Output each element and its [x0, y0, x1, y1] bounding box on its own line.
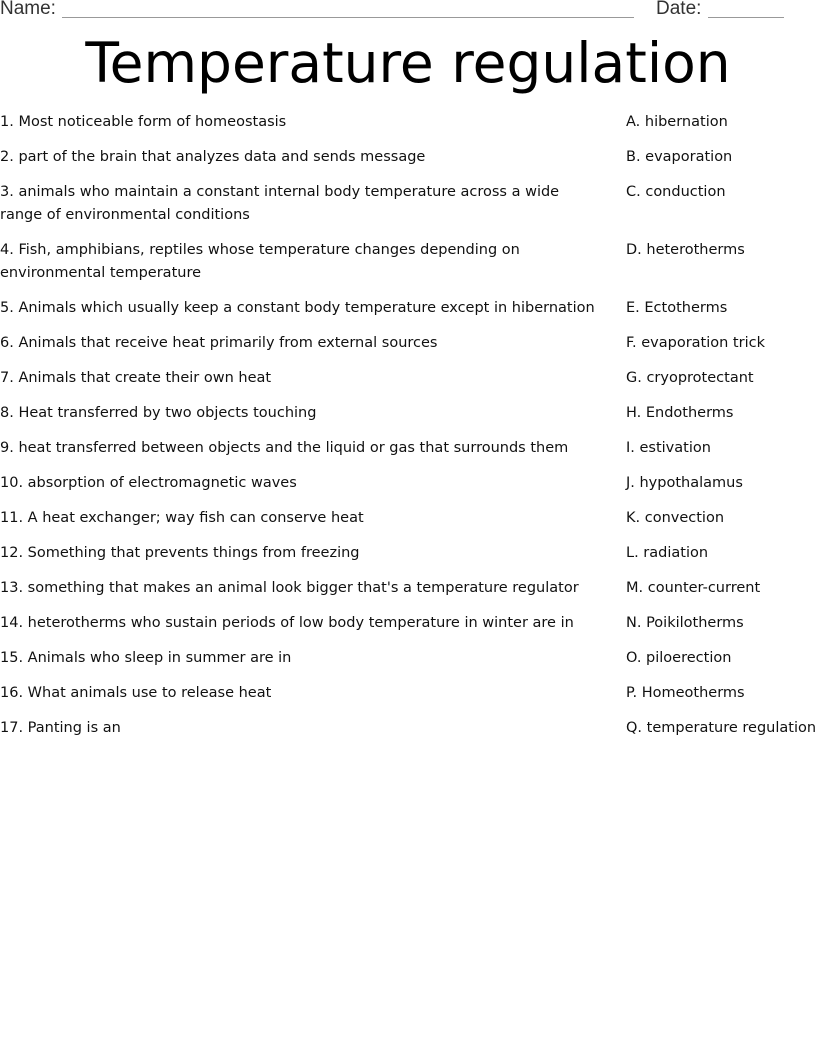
- worksheet-header: [0, 0, 816, 24]
- list-item: [0, 367, 816, 390]
- name-label: Name:: [0, 0, 56, 19]
- answer-option: P. Homeotherms: [626, 685, 745, 701]
- clue-text: 3. animals who maintain a constant internal body temperature across a wide range of environmental conditions: [0, 184, 560, 223]
- answer-option: E. Ectotherms: [626, 300, 728, 316]
- name-blank-line[interactable]: [62, 17, 634, 18]
- list-item: [0, 402, 816, 425]
- list-item: [0, 612, 816, 635]
- clue-text: 4. Fish, amphibians, reptiles whose temperature changes depending on environmental temperature: [0, 242, 520, 281]
- list-item: [0, 332, 816, 355]
- list-item: [0, 682, 816, 705]
- clue-text: 8. Heat transferred by two objects touching: [0, 405, 317, 421]
- date-label: Date:: [656, 0, 702, 19]
- answer-option: C. conduction: [626, 184, 726, 200]
- list-item: [0, 239, 816, 285]
- answer-option: L. radiation: [626, 545, 709, 561]
- answer-option: K. convection: [626, 510, 725, 526]
- clue-text: 7. Animals that create their own heat: [0, 370, 272, 386]
- clue-text: 13. something that makes an animal look bigger that's a temperature regulator: [0, 580, 579, 596]
- answer-option: H. Endotherms: [626, 405, 734, 421]
- clue-text: 16. What animals use to release heat: [0, 685, 272, 701]
- answer-option: N. Poikilotherms: [626, 615, 744, 631]
- answer-option: A. hibernation: [626, 114, 728, 130]
- date-blank-line[interactable]: [708, 17, 784, 18]
- matching-list: [0, 111, 816, 752]
- clue-text: 1. Most noticeable form of homeostasis: [0, 114, 287, 130]
- clue-text: 9. heat transferred between objects and the liquid or gas that surrounds them: [0, 440, 569, 456]
- answer-option: Q. temperature regulation: [626, 720, 816, 736]
- list-item: [0, 181, 816, 227]
- answer-option: D. heterotherms: [626, 242, 745, 258]
- list-item: [0, 472, 816, 495]
- page-title: Temperature regulation: [85, 31, 731, 95]
- answer-option: J. hypothalamus: [626, 475, 743, 491]
- clue-text: 17. Panting is an: [0, 720, 121, 736]
- clue-text: 15. Animals who sleep in summer are in: [0, 650, 292, 666]
- answer-option: O. piloerection: [626, 650, 732, 666]
- answer-option: M. counter-current: [626, 580, 761, 596]
- list-item: [0, 542, 816, 565]
- list-item: [0, 146, 816, 169]
- clue-text: 2. part of the brain that analyzes data and sends message: [0, 149, 426, 165]
- list-item: [0, 507, 816, 530]
- answer-option: G. cryoprotectant: [626, 370, 754, 386]
- clue-text: 6. Animals that receive heat primarily from external sources: [0, 335, 438, 351]
- clue-text: 11. A heat exchanger; way fish can conserve heat: [0, 510, 364, 526]
- list-item: [0, 717, 816, 740]
- clue-text: 12. Something that prevents things from freezing: [0, 545, 360, 561]
- list-item: [0, 647, 816, 670]
- list-item: [0, 111, 816, 134]
- list-item: [0, 577, 816, 600]
- answer-option: I. estivation: [626, 440, 711, 456]
- answer-option: B. evaporation: [626, 149, 733, 165]
- clue-text: 14. heterotherms who sustain periods of low body temperature in winter are in: [0, 615, 574, 631]
- list-item: [0, 297, 816, 320]
- list-item: [0, 437, 816, 460]
- clue-text: 10. absorption of electromagnetic waves: [0, 475, 297, 491]
- clue-text: 5. Animals which usually keep a constant body temperature except in hibernation: [0, 300, 595, 316]
- answer-option: F. evaporation trick: [626, 335, 765, 351]
